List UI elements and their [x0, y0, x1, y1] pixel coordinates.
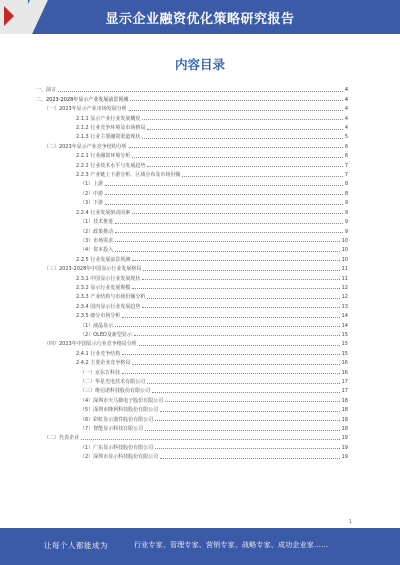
toc-leader-dots	[134, 335, 340, 336]
toc-leader-dots	[122, 354, 339, 355]
toc-entry-page: 18	[341, 407, 348, 414]
toc-entry-label: 2.3.3 产业结构与市场份额分析	[76, 294, 146, 301]
toc-entry[interactable]	[36, 329, 348, 338]
toc-entry-page: 6	[344, 143, 348, 150]
toc-entry-page: 19	[341, 444, 348, 451]
toc-entry-page: 17	[341, 388, 348, 395]
toc-entry-page: 9	[344, 219, 348, 226]
toc-leader-dots	[129, 147, 343, 148]
toc-entry[interactable]	[36, 253, 348, 262]
toc-leader-dots	[115, 232, 343, 233]
toc-entry-label: （4）深圳市天马微电子股份有限公司	[80, 397, 164, 404]
toc-entry[interactable]	[36, 385, 348, 394]
toc-entry[interactable]	[36, 206, 348, 215]
footer-slogan: 让每个人都能成为	[44, 541, 108, 550]
toc-entry-page: 14	[341, 313, 348, 320]
toc-heading: 内容目录	[174, 57, 225, 72]
toc-entry[interactable]	[36, 112, 348, 121]
toc-leader-dots	[81, 439, 340, 440]
toc-leader-dots	[122, 317, 339, 318]
toc-entry-page: 7	[344, 162, 348, 169]
toc-leader-dots	[152, 392, 340, 393]
toc-entry[interactable]	[36, 216, 348, 225]
toc-entry[interactable]	[36, 338, 348, 347]
toc-entry-page: 18	[341, 416, 348, 423]
toc-entry[interactable]	[36, 366, 348, 375]
toc-entry-label: （1）广东显示科技股份有限公司	[80, 444, 154, 451]
toc-leader-dots	[132, 288, 339, 289]
toc-entry-label: （二）2023年显示产业竞争结构分析	[44, 143, 127, 150]
toc-leader-dots	[147, 129, 342, 130]
toc-entry-label: （2）中游	[80, 190, 104, 197]
report-footer	[0, 528, 400, 565]
toc-entry-label: 2.1.3 行业主要融资渠道现状	[76, 134, 141, 141]
toc-entry[interactable]	[36, 122, 348, 131]
toc-entry[interactable]	[36, 178, 348, 187]
toc-leader-dots	[145, 430, 339, 431]
toc-entry[interactable]	[36, 93, 348, 102]
toc-entry-page: 15	[341, 341, 348, 348]
toc-entry[interactable]	[36, 300, 348, 309]
toc-leader-dots	[155, 420, 339, 421]
toc-entry-page: 19	[341, 454, 348, 461]
toc-entry-label: 2.3.2 显示行业发展规模	[76, 284, 131, 291]
toc-entry[interactable]	[36, 291, 348, 300]
toc-leader-dots	[105, 204, 343, 205]
toc-entry-label: 2.2.4 行业发展驱动因素	[76, 209, 131, 216]
toc-entry[interactable]	[36, 357, 348, 366]
toc-entry-label: （3）市场需求	[80, 237, 114, 244]
toc-entry-label: 2.3.5 细分市场分析	[76, 313, 121, 320]
toc-entry-page: 10	[341, 256, 348, 263]
toc-entry-page: 4	[344, 115, 348, 122]
toc-entry-page: 4	[344, 106, 348, 113]
toc-leader-dots	[105, 194, 343, 195]
toc-entry-page: 9	[344, 209, 348, 216]
toc-leader-dots	[115, 326, 339, 327]
toc-entry[interactable]	[36, 423, 348, 432]
toc-entry-label: （1）技术推进	[80, 219, 114, 226]
toc-entry-label: 2.2.3 产业链上下游分析、区域分布及市场份额	[76, 172, 181, 179]
toc-entry[interactable]	[36, 404, 348, 413]
toc-entry-page: 17	[341, 379, 348, 385]
toc-entry-label: （2）政策推动	[80, 228, 114, 235]
toc-entry-label: （二）华星光电技术有限公司	[80, 379, 146, 385]
report-header	[0, 0, 400, 34]
toc-entry-label: （三）维信诺科技股份有限公司	[80, 388, 151, 395]
toc-entry[interactable]	[36, 263, 348, 272]
toc-leader-dots	[143, 270, 339, 271]
toc-leader-dots	[142, 138, 342, 139]
toc-leader-dots	[160, 411, 339, 412]
toc-entry[interactable]	[36, 432, 348, 441]
toc-entry[interactable]	[36, 131, 348, 140]
toc-leader-dots	[130, 100, 343, 101]
toc-entry-label: 2.2.5 行业发展前景预测	[76, 256, 131, 263]
toc-entry-page: 4	[344, 125, 348, 132]
toc-entry-page: 13	[341, 303, 348, 310]
toc-leader-dots	[129, 110, 343, 111]
toc-leader-dots	[142, 119, 342, 120]
toc-leader-dots	[115, 251, 339, 252]
toc-entry-page: 7	[344, 172, 348, 179]
toc-entry[interactable]	[36, 187, 348, 196]
toc-entry-page: 11	[341, 266, 348, 273]
toc-leader-dots	[105, 185, 343, 186]
toc-entry[interactable]	[36, 235, 348, 244]
toc-entry-label: （2）深圳市显示科技股份有限公司	[80, 454, 159, 461]
toc-entry-label: （三）2023-2028年中国显示行业发展格局	[44, 266, 142, 273]
toc-entry-page: 10	[341, 237, 348, 244]
toc-entry-label: 2.4.1 行业竞争结构	[76, 350, 121, 357]
toc-entry[interactable]	[36, 140, 348, 149]
toc-entry-page: 9	[344, 228, 348, 235]
footer-tagline: 行业专家、管理专家、营销专家、战略专家、成功企业家……	[134, 541, 329, 549]
toc-entry-label: （3）下游	[80, 200, 104, 207]
toc-entry-page: 12	[341, 294, 348, 301]
toc-entry-label: 2.1.1 显示产业行业发展概况	[76, 115, 141, 122]
toc-entry-label: 2.2.1 行业融资环境分析	[76, 153, 131, 160]
toc-entry-page: 11	[341, 275, 348, 282]
toc-entry-page: 9	[344, 200, 348, 207]
toc-leader-dots	[115, 223, 343, 224]
toc-entry-label: （6）彩虹显示器件股份有限公司	[80, 416, 154, 423]
page-number: 1	[348, 519, 352, 525]
toc-entry-page: 18	[341, 397, 348, 404]
toc-leader-dots	[122, 373, 340, 374]
toc-entry-label: （7）智能显示科技有限公司	[80, 426, 144, 433]
toc-entry[interactable]	[36, 394, 348, 403]
toc-entry-label: （5）深圳市隆利科技股份有限公司	[80, 407, 159, 414]
toc-entry-page: 8	[344, 190, 348, 197]
toc-entry[interactable]	[36, 159, 348, 168]
toc-entry[interactable]	[36, 197, 348, 206]
toc-entry-page: 8	[344, 181, 348, 188]
toc-leader-dots	[182, 176, 342, 177]
table-of-contents	[36, 84, 348, 460]
toc-entry-label: （四）2023年中国显示行业竞争格局分析	[44, 341, 137, 348]
toc-entry[interactable]	[36, 103, 348, 112]
toc-entry[interactable]	[36, 310, 348, 319]
toc-entry[interactable]	[36, 272, 348, 281]
toc-entry-label: 2.3.4 国内显示行业发展趋势	[76, 303, 141, 310]
toc-entry-page: 19	[341, 435, 348, 442]
toc-entry-label: （2）OLED及新型显示	[80, 331, 132, 338]
report-title: 显示企业融资优化策略研究报告	[105, 12, 295, 27]
toc-entry-label: 2.2.2 行业技术水平与发展趋势	[76, 162, 146, 169]
toc-leader-dots	[160, 458, 339, 459]
toc-entry-page: 5	[344, 134, 348, 141]
toc-entry-page: 15	[341, 331, 348, 338]
toc-entry-label: 2.3.1 中国显示行业发展现状	[76, 275, 141, 282]
toc-leader-dots	[58, 91, 343, 92]
toc-entry-page: 10	[341, 247, 348, 254]
toc-entry[interactable]	[36, 376, 348, 385]
toc-entry-label: 2.4.2 主要企业竞争格局	[76, 360, 131, 367]
toc-entry-page: 4	[344, 96, 348, 103]
toc-entry-label: （二）代表企业	[44, 435, 80, 442]
toc-entry[interactable]	[36, 169, 348, 178]
toc-entry-label: （1）液晶显示	[80, 322, 114, 329]
toc-entry[interactable]	[36, 150, 348, 159]
toc-entry[interactable]	[36, 225, 348, 234]
toc-leader-dots	[147, 298, 339, 299]
toc-leader-dots	[142, 279, 339, 280]
toc-entry[interactable]	[36, 441, 348, 450]
toc-entry[interactable]	[36, 319, 348, 328]
toc-leader-dots	[132, 364, 339, 365]
toc-leader-dots	[165, 401, 339, 402]
toc-leader-dots	[142, 307, 339, 308]
toc-leader-dots	[115, 241, 339, 242]
toc-entry[interactable]	[36, 413, 348, 422]
toc-entry[interactable]	[36, 282, 348, 291]
toc-entry-label: （一）2023年显示产业市场发展分析	[44, 106, 127, 113]
toc-leader-dots	[139, 345, 340, 346]
toc-entry[interactable]	[36, 84, 348, 93]
toc-entry-label: 一、前言	[36, 87, 57, 94]
toc-entry-page: 16	[341, 360, 348, 367]
toc-entry-page: 18	[341, 426, 348, 433]
toc-entry-page: 6	[344, 153, 348, 160]
toc-leader-dots	[147, 166, 342, 167]
toc-entry[interactable]	[36, 244, 348, 253]
toc-leader-dots	[155, 448, 339, 449]
toc-entry-page: 15	[341, 350, 348, 357]
toc-entry-label: 二、2023-2028年显示产业发展前景预测	[36, 96, 129, 103]
toc-entry[interactable]	[36, 347, 348, 356]
toc-entry-page: 4	[344, 87, 348, 94]
toc-entry[interactable]	[36, 451, 348, 460]
toc-entry-page: 14	[341, 322, 348, 329]
toc-leader-dots	[132, 213, 343, 214]
toc-leader-dots	[147, 383, 340, 384]
toc-entry-label: （一）京东方科技	[80, 369, 121, 376]
toc-entry-page: 16	[341, 369, 348, 376]
toc-leader-dots	[132, 260, 339, 261]
toc-leader-dots	[132, 157, 343, 158]
toc-entry-label: （4）资本投入	[80, 247, 114, 254]
toc-entry-label: （1）上游	[80, 181, 104, 188]
toc-entry-label: 2.1.2 行业竞争环境及市场格局	[76, 125, 146, 132]
toc-entry-page: 12	[341, 284, 348, 291]
